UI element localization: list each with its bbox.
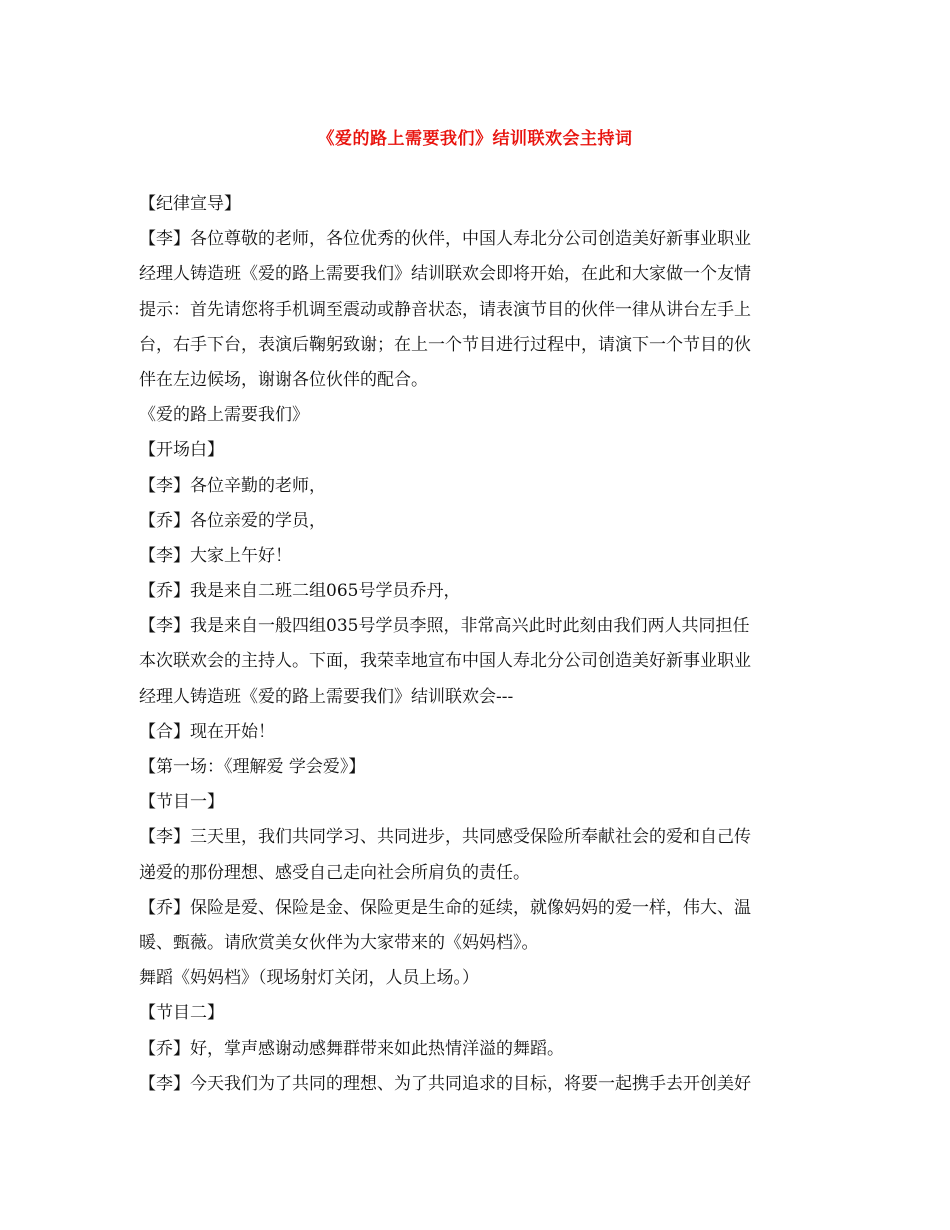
text-line: 提示：首先请您将手机调至震动或静音状态，请表演节目的伙伴一律从讲台左手上: [139, 299, 751, 320]
text-line: 【节目一】: [139, 792, 224, 813]
text-line: 【李】各位辛勤的老师，: [139, 475, 326, 496]
text-line: 递爱的那份理想、感受自己走向社会所肩负的责任。: [139, 862, 530, 883]
text-line: 【乔】好，掌声感谢动感舞群带来如此热情洋溢的舞蹈。: [139, 1038, 564, 1059]
text-line: 【李】我是来自一般四组035号学员李照，非常高兴此时此刻由我们两人共同担任: [139, 616, 750, 637]
text-line: 【乔】各位亲爱的学员，: [139, 510, 326, 531]
document-body: [139, 187, 815, 1102]
text-line: 伴在左边候场，谢谢各位伙伴的配合。: [139, 369, 428, 390]
text-line: 【李】大家上午好！: [139, 545, 292, 566]
text-line: 【开场白】: [139, 440, 224, 461]
text-line: 【节目二】: [139, 1003, 224, 1024]
text-line: 【李】今天我们为了共同的理想、为了共同追求的目标，将要一起携手去开创美好: [139, 1073, 751, 1094]
text-line: 【合】现在开始！: [139, 721, 275, 742]
text-line: 【纪律宣导】: [139, 194, 241, 214]
text-line: 本次联欢会的主持人。下面，我荣幸地宣布中国人寿北分公司创造美好新事业职业: [139, 651, 751, 672]
text-line: 【乔】保险是爱、保险是金、保险更是生命的延续，就像妈妈的爱一样，伟大、温: [139, 897, 751, 918]
text-line: 经理人铸造班《爱的路上需要我们》结训联欢会---: [139, 686, 514, 707]
text-line: 暖、甄薇。请欣赏美女伙伴为大家带来的《妈妈档》。: [139, 932, 539, 953]
text-line: 【第一场：《理解爱 学会爱》】: [139, 757, 366, 777]
text-line: 【乔】我是来自二班二组065号学员乔丹，: [139, 581, 461, 602]
text-line: 台，右手下台，表演后鞠躬致谢；在上一个节目进行过程中，请演下一个节目的伙: [139, 334, 751, 355]
text-line: 【李】三天里，我们共同学习、共同进步，共同感受保险所奉献社会的爱和自己传: [139, 827, 751, 848]
text-line: 《爱的路上需要我们》: [139, 405, 309, 426]
text-line: 经理人铸造班《爱的路上需要我们》结训联欢会即将开始，在此和大家做一个友情: [139, 264, 751, 285]
text-line: 【李】各位尊敬的老师，各位优秀的伙伴，中国人寿北分公司创造美好新事业职业: [139, 229, 751, 250]
text-line: 舞蹈《妈妈档》（现场射灯关闭，人员上场。）: [139, 968, 479, 989]
document-title: 《爱的路上需要我们》结训联欢会主持词: [317, 129, 633, 149]
